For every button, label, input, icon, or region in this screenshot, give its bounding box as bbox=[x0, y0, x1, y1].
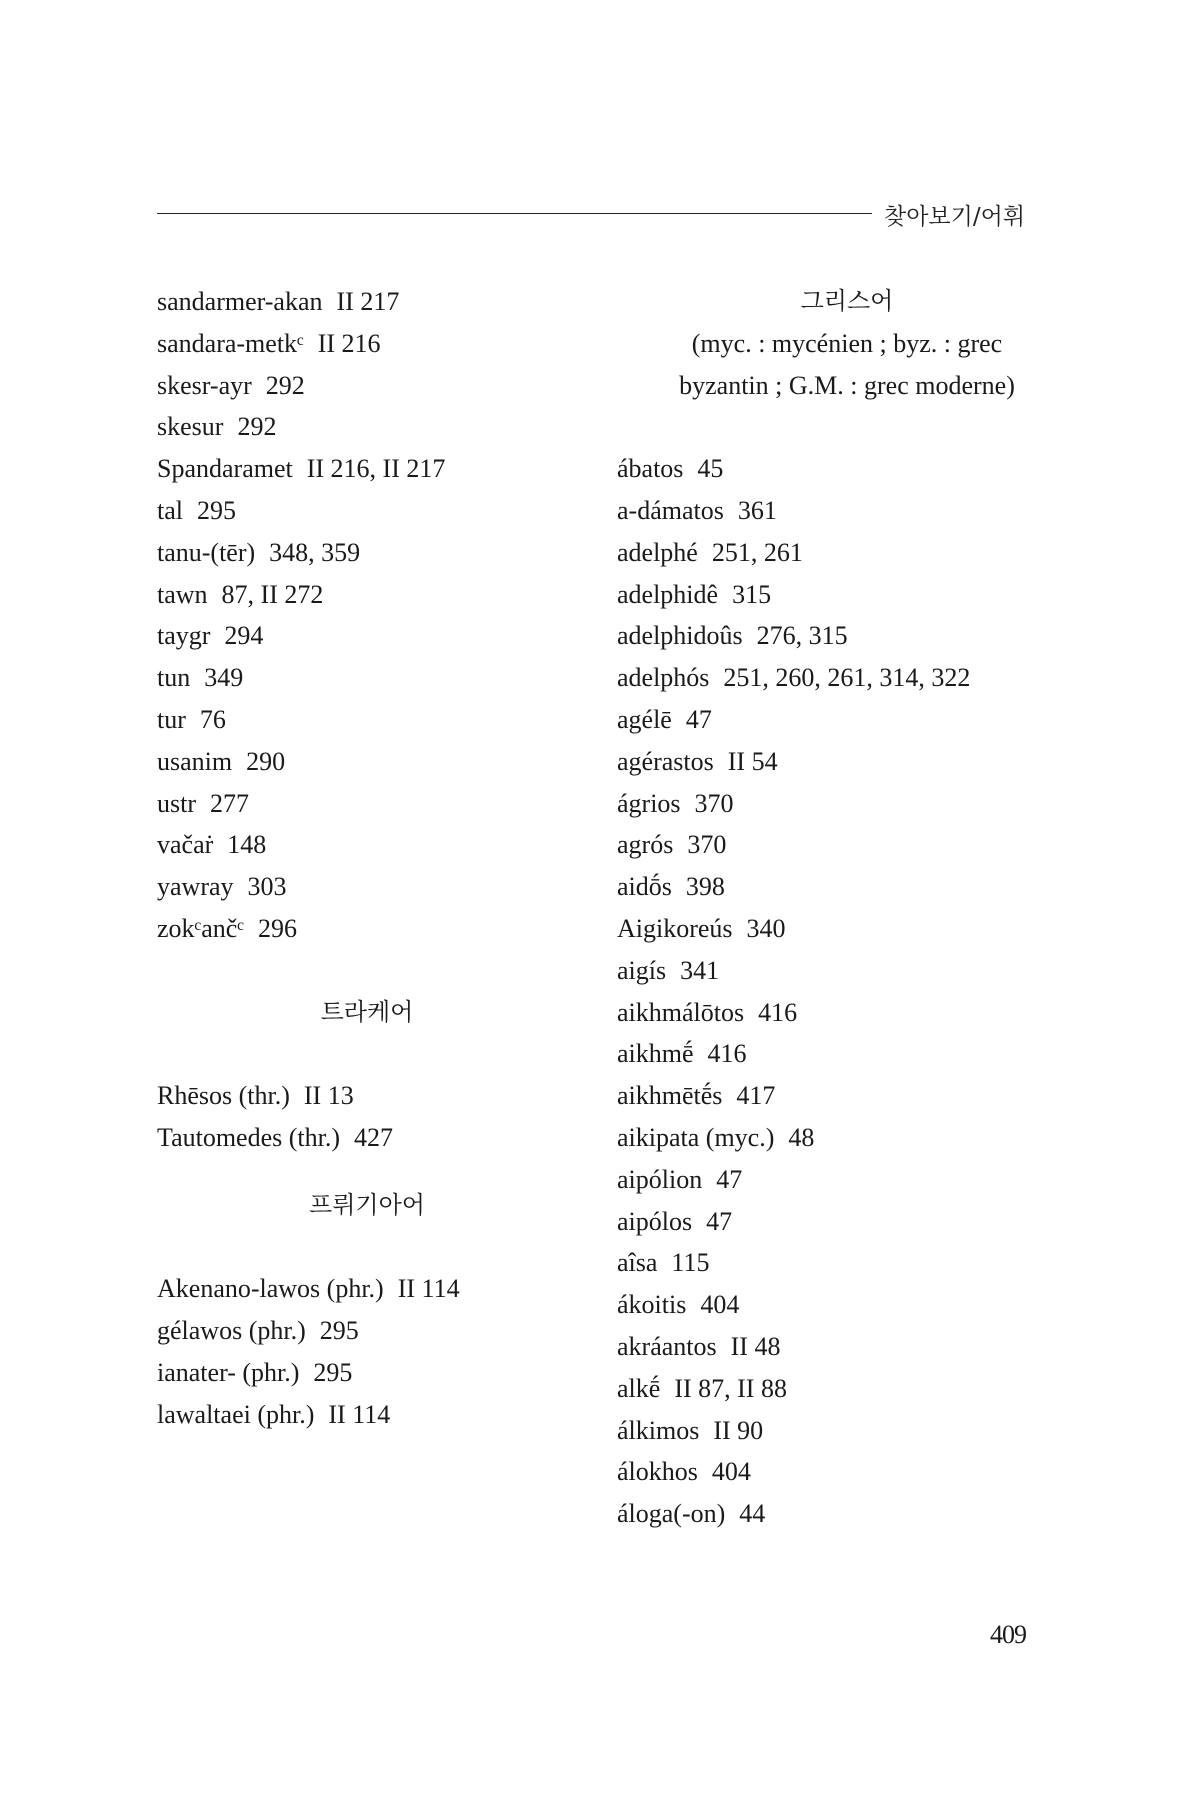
index-term: skesr-ayr bbox=[157, 370, 252, 400]
running-header: 찾아보기/어휘 bbox=[884, 204, 1026, 230]
index-entry bbox=[157, 657, 577, 699]
index-entry bbox=[157, 1117, 577, 1159]
index-entry bbox=[157, 490, 577, 532]
index-term: ábatos bbox=[617, 454, 684, 484]
index-term: tanu-(tēr) bbox=[157, 537, 256, 567]
index-term: tur bbox=[157, 704, 186, 734]
index-term: adelphós bbox=[617, 663, 710, 693]
index-entry bbox=[617, 1242, 1077, 1284]
index-term: áloga(-on) bbox=[617, 1499, 726, 1529]
index-term: aîsa bbox=[617, 1248, 658, 1278]
index-term: Akenano-lawos (phr.) bbox=[157, 1274, 384, 1304]
index-term: Rhēsos (thr.) bbox=[157, 1081, 290, 1111]
right-column bbox=[617, 281, 1077, 1535]
page-reference: 416 bbox=[758, 997, 798, 1027]
page-reference: II 87, II 88 bbox=[674, 1373, 787, 1403]
index-entry bbox=[617, 448, 1077, 490]
index-entry bbox=[157, 824, 577, 866]
index-entry bbox=[617, 1159, 1077, 1201]
index-term: usanim bbox=[157, 746, 233, 776]
section-gap bbox=[617, 406, 1077, 448]
index-term: ustr bbox=[157, 788, 196, 818]
index-entry bbox=[617, 992, 1077, 1034]
index-entry bbox=[617, 1368, 1077, 1410]
index-entry bbox=[617, 824, 1077, 866]
header-rule bbox=[157, 213, 872, 214]
index-term: aikhmḗ bbox=[617, 1039, 694, 1069]
page-reference: 295 bbox=[197, 495, 236, 525]
index-entry bbox=[157, 1075, 577, 1117]
index-entry bbox=[617, 615, 1077, 657]
index-entry bbox=[157, 365, 577, 407]
thracian-section-title: 트라케어 bbox=[320, 997, 414, 1026]
index-term: Spandaramet bbox=[157, 454, 293, 484]
page-reference: II 217 bbox=[336, 287, 400, 316]
page-reference: 148 bbox=[227, 830, 267, 860]
index-entry bbox=[157, 1268, 577, 1310]
index-term: tun bbox=[157, 663, 191, 693]
index-term: skesur bbox=[157, 412, 224, 442]
page-reference: 340 bbox=[746, 913, 786, 943]
page-reference: II 216, II 217 bbox=[306, 454, 446, 484]
index-term: adelphidoûs bbox=[617, 621, 743, 651]
index-entry bbox=[617, 1410, 1077, 1452]
section-gap bbox=[157, 950, 577, 992]
page-reference: 315 bbox=[732, 579, 772, 609]
index-term: ianater- (phr.) bbox=[157, 1357, 300, 1387]
index-entry bbox=[157, 699, 577, 741]
index-entry bbox=[617, 574, 1077, 616]
index-term: álkimos bbox=[617, 1415, 700, 1445]
index-entry bbox=[617, 1493, 1077, 1535]
index-term: aipólos bbox=[617, 1206, 693, 1236]
page-reference: 251, 261 bbox=[711, 537, 803, 567]
index-term: agrós bbox=[617, 830, 674, 860]
page-reference: 251, 260, 261, 314, 322 bbox=[723, 663, 971, 693]
index-entry bbox=[157, 908, 577, 950]
index-term: zokᶜančᶜ bbox=[157, 913, 244, 943]
armenian-entry-list bbox=[157, 281, 577, 950]
index-entry bbox=[157, 866, 577, 908]
index-term: Aigikoreús bbox=[617, 913, 733, 943]
index-term: sandarmer-akan bbox=[157, 287, 323, 316]
index-entry bbox=[617, 741, 1077, 783]
index-entry bbox=[617, 657, 1077, 699]
page-reference: 416 bbox=[707, 1039, 747, 1069]
index-entry bbox=[617, 1326, 1077, 1368]
page-reference: 348, 359 bbox=[269, 537, 361, 567]
index-entry bbox=[157, 783, 577, 825]
page-reference: II 90 bbox=[713, 1415, 764, 1445]
page-reference: 44 bbox=[739, 1499, 766, 1529]
page-reference: 370 bbox=[687, 830, 727, 860]
index-term: alkḗ bbox=[617, 1373, 661, 1403]
index-entry bbox=[157, 323, 577, 365]
index-term: a-dámatos bbox=[617, 495, 724, 525]
index-entry bbox=[157, 615, 577, 657]
index-term: tal bbox=[157, 495, 183, 525]
page-reference: 292 bbox=[237, 412, 277, 442]
index-entry bbox=[157, 741, 577, 783]
page-reference: 361 bbox=[737, 495, 777, 525]
page-number: 409 bbox=[990, 1620, 1026, 1649]
page-reference: 292 bbox=[265, 370, 305, 400]
page-reference: 295 bbox=[319, 1316, 359, 1346]
index-entry bbox=[157, 1310, 577, 1352]
index-term: adelphé bbox=[617, 537, 698, 567]
page-reference: 45 bbox=[697, 454, 724, 484]
page-reference: 87, II 272 bbox=[221, 579, 324, 609]
page-reference: 398 bbox=[685, 872, 725, 902]
index-term: Tautomedes (thr.) bbox=[157, 1122, 341, 1152]
left-column bbox=[157, 281, 577, 1436]
index-entry bbox=[617, 908, 1077, 950]
index-term: gélawos (phr.) bbox=[157, 1316, 306, 1346]
index-entry bbox=[617, 950, 1077, 992]
greek-abbreviation-note: (myc. : mycénien ; byz. : grec bbox=[691, 328, 1003, 358]
page-reference: 47 bbox=[716, 1164, 743, 1194]
greek-entry-list bbox=[617, 448, 1077, 1535]
index-term: agérastos bbox=[617, 746, 714, 776]
index-term: adelphidê bbox=[617, 579, 719, 609]
page-reference: 277 bbox=[210, 788, 249, 818]
phrygian-section-title: 프뤼기아어 bbox=[309, 1190, 425, 1219]
section-gap bbox=[157, 1227, 577, 1269]
page-reference: II 48 bbox=[730, 1331, 781, 1361]
page-reference: 303 bbox=[247, 872, 287, 902]
page-reference: 294 bbox=[224, 621, 264, 651]
page-reference: 47 bbox=[706, 1206, 733, 1236]
index-term: agélē bbox=[617, 704, 672, 734]
page-reference: 76 bbox=[199, 704, 226, 734]
index-term: taygr bbox=[157, 621, 211, 651]
index-term: aipólion bbox=[617, 1164, 703, 1194]
index-entry bbox=[617, 1284, 1077, 1326]
index-entry bbox=[617, 1033, 1077, 1075]
page-reference: 370 bbox=[694, 788, 734, 818]
greek-section-title: 그리스어 bbox=[800, 287, 894, 315]
index-term: aidṓs bbox=[617, 872, 672, 902]
index-entry bbox=[157, 448, 577, 490]
page-reference: 404 bbox=[700, 1290, 740, 1320]
index-entry bbox=[617, 866, 1077, 908]
page-reference: 349 bbox=[204, 663, 244, 693]
section-gap bbox=[157, 1159, 577, 1185]
index-term: aikipata (myc.) bbox=[617, 1122, 775, 1152]
index-entry bbox=[617, 532, 1077, 574]
page-reference: 48 bbox=[788, 1122, 815, 1152]
page-reference: 427 bbox=[354, 1122, 394, 1152]
index-entry bbox=[157, 406, 577, 448]
index-entry bbox=[157, 574, 577, 616]
page-reference: 276, 315 bbox=[756, 621, 848, 651]
section-gap bbox=[157, 1033, 577, 1075]
page-reference: 47 bbox=[685, 704, 712, 734]
index-term: lawaltaei (phr.) bbox=[157, 1399, 315, 1429]
page-reference: II 54 bbox=[727, 746, 778, 776]
index-term: yawray bbox=[157, 872, 234, 902]
index-term: akráantos bbox=[617, 1331, 717, 1361]
index-term: aikhmálōtos bbox=[617, 997, 745, 1027]
phrygian-entry-list bbox=[157, 1268, 577, 1435]
page-reference: 341 bbox=[680, 955, 720, 985]
index-entry bbox=[617, 699, 1077, 741]
page-reference: II 114 bbox=[328, 1399, 391, 1429]
index-term: ákoitis bbox=[617, 1290, 687, 1320]
page-reference: II 216 bbox=[317, 328, 381, 358]
page-reference: II 13 bbox=[303, 1081, 354, 1111]
page-reference: 404 bbox=[711, 1457, 751, 1487]
index-entry bbox=[617, 783, 1077, 825]
index-term: tawn bbox=[157, 579, 208, 609]
index-entry bbox=[157, 1352, 577, 1394]
index-term: aikhmētḗs bbox=[617, 1081, 723, 1111]
index-entry bbox=[617, 1075, 1077, 1117]
index-entry bbox=[617, 1117, 1077, 1159]
page-reference: 295 bbox=[313, 1357, 353, 1387]
index-entry bbox=[617, 1201, 1077, 1243]
index-term: ágrios bbox=[617, 788, 681, 818]
index-term: aigís bbox=[617, 955, 667, 985]
index-entry bbox=[617, 490, 1077, 532]
page-reference: 296 bbox=[257, 913, 297, 943]
greek-abbreviation-note: byzantin ; G.M. : grec moderne) bbox=[679, 370, 1015, 400]
page-reference: 290 bbox=[246, 746, 286, 776]
thracian-entry-list bbox=[157, 1075, 577, 1159]
index-entry bbox=[157, 532, 577, 574]
page-reference: 417 bbox=[736, 1081, 776, 1111]
index-term: sandara-metkᶜ bbox=[157, 328, 304, 358]
index-entry bbox=[157, 1394, 577, 1436]
index-entry bbox=[617, 1451, 1077, 1493]
page-reference: 115 bbox=[671, 1248, 710, 1278]
index-term: álokhos bbox=[617, 1457, 698, 1487]
index-term: vačaṙ bbox=[157, 830, 214, 860]
index-entry bbox=[157, 281, 577, 323]
page-reference: II 114 bbox=[397, 1274, 460, 1304]
